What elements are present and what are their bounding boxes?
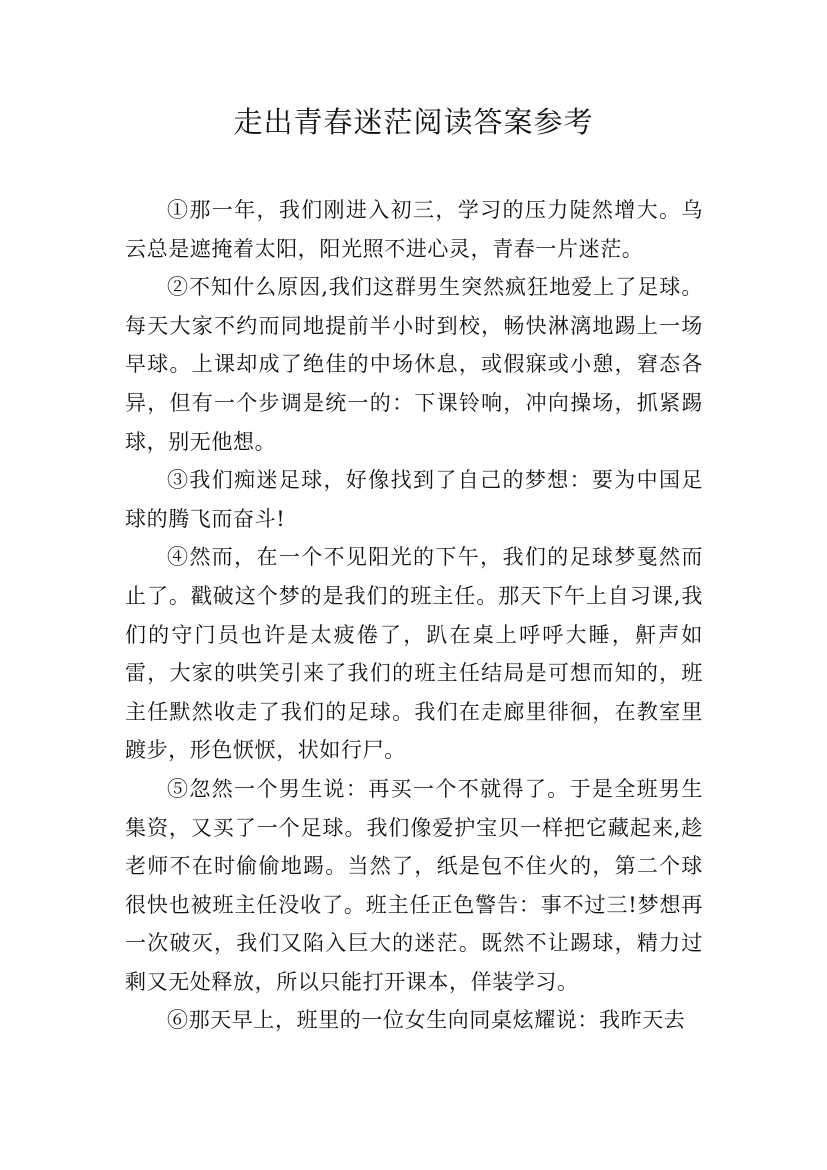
paragraph-2: ②不知什么原因,我们这群男生突然疯狂地爱上了足球。每天大家不约而同地提前半小时到校，畅快淋漓地踢上一场早球。上课却成了绝佳的中场休息，或假寐或小憩，窘态各异，但有一个步调是统一的：下课铃响，冲向操场，抓紧踢球，别无他想。 [125,275,703,454]
document-body [125,191,703,1040]
paragraph-1: ①那一年，我们刚进入初三，学习的压力陡然增大。乌云总是遮掩着太阳，阳光照不进心灵，青春一片迷茫。 [125,198,703,261]
paragraph-5: ⑤忽然一个男生说：再买一个不就得了。于是全班男生集资，又买了一个足球。我们像爱护宝贝一样把它藏起来,趁老师不在时偷偷地踢。当然了，纸是包不住火的，第二个球很快也被班主任没收了。班主任正色警告：事不过三!梦想再一次破灭，我们又陷入巨大的迷茫。既然不让踢球，精力过剩又无处释放，所以只能打开课本，佯装学习。 [125,776,703,994]
paragraph-6: ⑥那天早上，班里的一位女生向同桌炫耀说：我昨天去 [167,1008,686,1033]
paragraph-4: ④然而，在一个不见阳光的下午，我们的足球梦戛然而止了。戳破这个梦的是我们的班主任。那天下午上自习课,我们的守门员也许是太疲倦了，趴在桌上呼呼大睡，鼾声如雷，大家的哄笑引来了我们的班主任结局是可想而知的，班主任默然收走了我们的足球。我们在走廊里徘徊，在教室里踱步，形色恹恹，状如行尸。 [125,545,703,763]
paragraph-3: ③我们痴迷足球，好像找到了自己的梦想：要为中国足球的腾飞而奋斗! [125,468,703,531]
document-title: 走出青春迷茫阅读答案参考 [233,105,594,139]
